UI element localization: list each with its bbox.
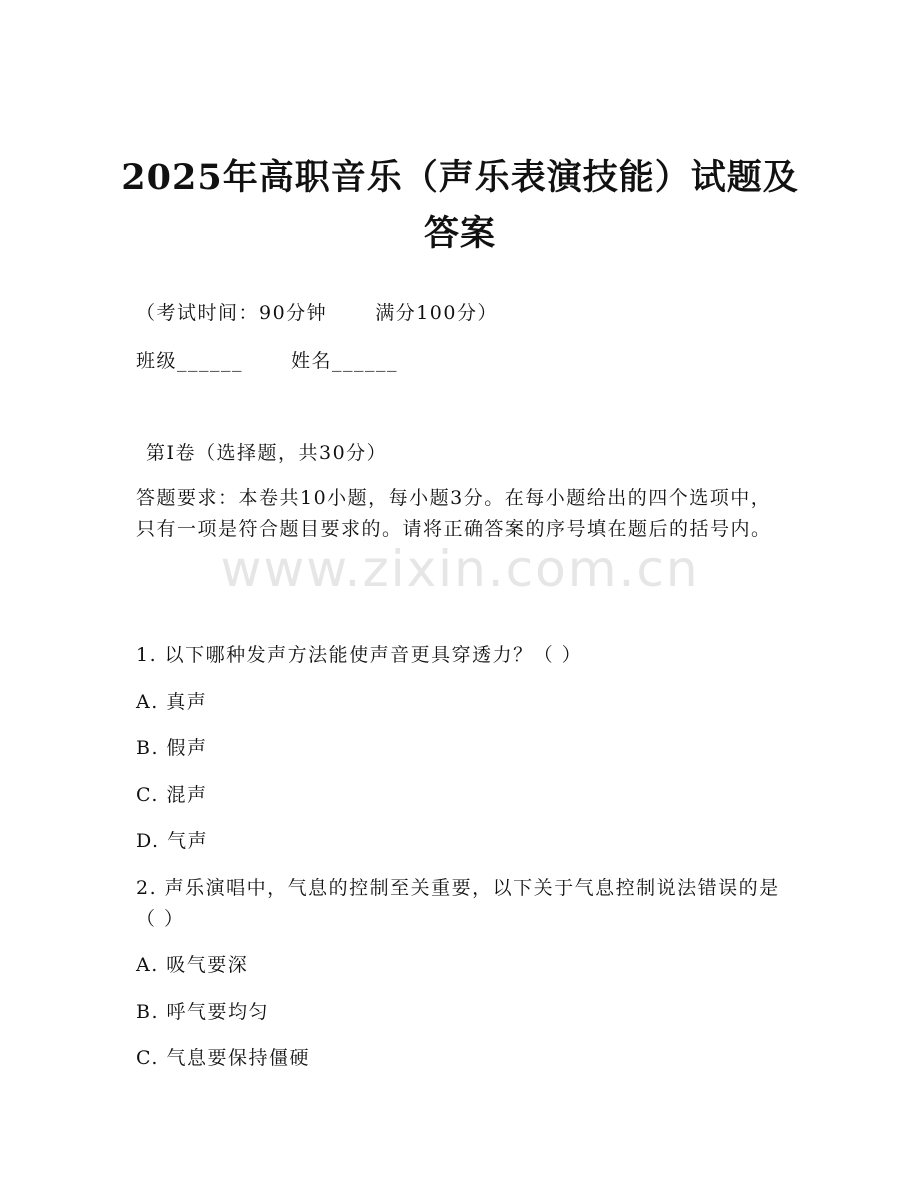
- document-title: 2025年高职音乐（声乐表演技能）试题及答案: [121, 157, 799, 254]
- question-option: A. 真声: [136, 691, 208, 713]
- watermark: www.zixin.com.cn: [220, 540, 700, 598]
- section-heading: 第I卷（选择题，共30分）: [146, 442, 388, 464]
- question-option: B. 呼气要均匀: [136, 1001, 270, 1023]
- question-stem: 1. 以下哪种发声方法能使声音更具穿透力？（ ）: [136, 644, 583, 666]
- question-option: B. 假声: [136, 737, 208, 759]
- question-option: D. 气声: [136, 830, 209, 852]
- exam-score: 满分100分）: [375, 302, 498, 324]
- student-info: [136, 346, 398, 376]
- exam-time: （考试时间：90分钟: [136, 302, 328, 324]
- question-stem: 2. 声乐演唱中，气息的控制至关重要，以下关于气息控制说法错误的是（ ）: [136, 877, 780, 930]
- section-instructions: 答题要求：本卷共10小题，每小题3分。在每小题给出的四个选项中，只有一项是符合题目要求的。请将正确答案的序号填在题后的括号内。: [136, 487, 772, 540]
- name-field: 姓名______: [291, 350, 399, 372]
- question-option: C. 混声: [136, 784, 208, 806]
- question-option: C. 气息要保持僵硬: [136, 1047, 310, 1069]
- exam-info: [136, 298, 498, 328]
- question-option: A. 吸气要深: [136, 954, 249, 976]
- class-field: 班级______: [136, 350, 244, 372]
